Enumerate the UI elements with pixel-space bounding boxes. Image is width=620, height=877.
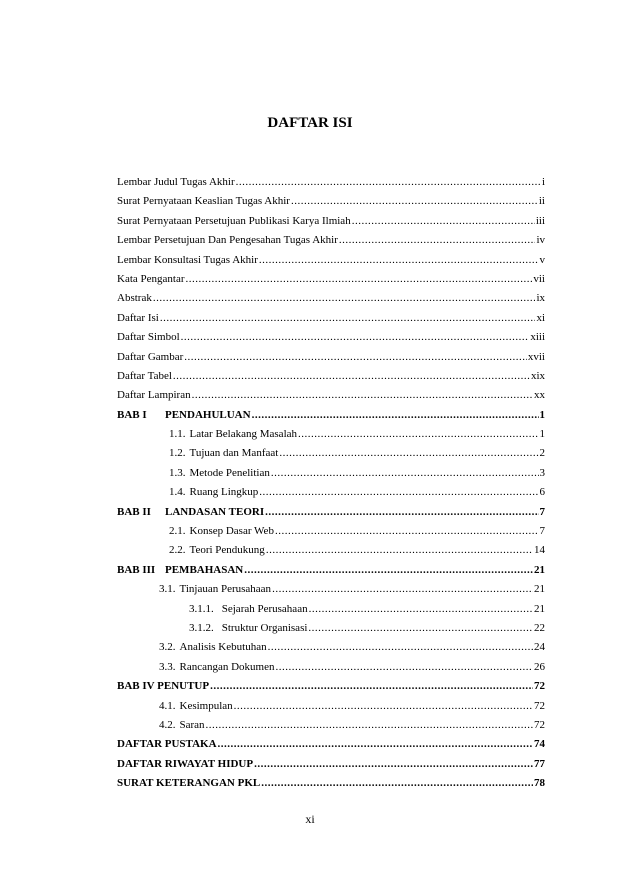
page-number: xi	[305, 812, 315, 826]
toc-entry-page: xiii	[530, 331, 545, 344]
section-number: 3.2.	[159, 641, 176, 654]
toc-entry-label: Lembar Persetujuan Dan Pengesahan Tugas Akhir	[117, 234, 338, 247]
section-number: 4.1.	[159, 699, 176, 712]
section-number: 2.2.	[169, 544, 186, 557]
leader-dots	[291, 192, 538, 211]
section-title: Analisis Kebutuhan	[179, 641, 267, 654]
leader-dots	[210, 677, 533, 696]
toc-entry-page: 1	[539, 428, 545, 441]
toc-entry-page: 21	[534, 563, 545, 576]
toc-entry-page: xix	[530, 369, 545, 382]
toc-entry[interactable]	[117, 231, 545, 250]
leader-dots	[184, 348, 527, 367]
toc-entry-page: xi	[536, 311, 545, 324]
toc-section[interactable]	[117, 522, 545, 541]
section-title: Kesimpulan	[179, 699, 233, 712]
toc-section[interactable]	[117, 658, 545, 677]
toc-entry-page: ii	[538, 195, 545, 208]
leader-dots	[266, 541, 533, 560]
leader-dots	[218, 735, 533, 754]
chapter-title: PEMBAHASAN	[165, 563, 244, 576]
toc-section[interactable]	[117, 638, 545, 657]
leader-dots	[271, 464, 539, 483]
toc-entry-page: 72	[534, 680, 545, 693]
toc-section[interactable]	[117, 444, 545, 463]
toc-entry[interactable]	[117, 367, 545, 386]
toc-chapter[interactable]	[117, 503, 545, 522]
chapter-title: LANDASAN TEORI	[165, 505, 265, 518]
toc-entry-page: 6	[539, 486, 545, 499]
section-number: 2.1.	[169, 525, 186, 538]
toc-section[interactable]	[117, 541, 545, 560]
chapter-number: BAB II	[117, 505, 151, 518]
section-number: 3.1.	[159, 583, 176, 596]
section-title: Saran	[179, 718, 205, 731]
chapter-number: BAB IV	[117, 680, 155, 693]
leader-dots	[236, 173, 541, 192]
section-title: Metode Penelitian	[189, 466, 270, 479]
toc-entry[interactable]	[117, 270, 545, 289]
toc-entry-page: 7	[539, 525, 545, 538]
leader-dots	[259, 483, 538, 502]
toc-entry-label: Daftar Isi	[117, 311, 159, 324]
table-of-contents	[117, 173, 545, 794]
subsection-number: 3.1.1.	[189, 602, 214, 615]
leader-dots	[181, 328, 530, 347]
leader-dots	[206, 716, 533, 735]
leader-dots	[309, 600, 533, 619]
toc-entry[interactable]	[117, 289, 545, 308]
toc-entry-label: Daftar Gambar	[117, 350, 184, 363]
toc-entry-label: SURAT KETERANGAN PKL	[117, 777, 261, 790]
section-number: 3.3.	[159, 660, 176, 673]
toc-entry-page: 1	[539, 408, 545, 421]
toc-section[interactable]	[117, 483, 545, 502]
leader-dots	[244, 561, 533, 580]
leader-dots	[153, 289, 536, 308]
section-title: Teori Pendukung	[189, 544, 265, 557]
chapter-title: PENDAHULUAN	[165, 408, 251, 421]
toc-entry[interactable]	[117, 735, 545, 754]
toc-entry-label: Surat Pernyataan Persetujuan Publikasi Karya Ilmiah	[117, 214, 351, 227]
subsection-number: 3.1.2.	[189, 621, 214, 634]
chapter-number: BAB III	[117, 563, 156, 576]
toc-section[interactable]	[117, 464, 545, 483]
toc-entry-label: Daftar Tabel	[117, 369, 172, 382]
toc-entry[interactable]	[117, 173, 545, 192]
toc-entry-page: 72	[534, 699, 545, 712]
toc-entry-page: xvii	[527, 350, 545, 363]
toc-entry-page: vii	[533, 272, 545, 285]
toc-entry-page: 14	[534, 544, 545, 557]
toc-entry-label: Lembar Judul Tugas Akhir	[117, 176, 235, 188]
leader-dots	[173, 367, 530, 386]
toc-entry-page: 7	[539, 505, 545, 518]
leader-dots	[259, 251, 539, 270]
toc-entry[interactable]	[117, 386, 545, 405]
toc-entry-label: Kata Pengantar	[117, 272, 185, 285]
toc-entry[interactable]	[117, 348, 545, 367]
toc-entry-page: 21	[534, 602, 545, 615]
toc-entry-label: Daftar Simbol	[117, 331, 180, 344]
toc-chapter[interactable]	[117, 561, 545, 580]
toc-entry-page: iv	[536, 234, 545, 247]
toc-entry-page: v	[539, 253, 545, 266]
toc-entry[interactable]	[117, 309, 545, 328]
toc-chapter[interactable]	[117, 677, 545, 696]
chapter-number: BAB I	[117, 408, 147, 421]
section-number: 4.2.	[159, 718, 176, 731]
toc-entry-label: DAFTAR PUSTAKA	[117, 738, 217, 751]
page-title: DAFTAR ISI	[267, 115, 353, 131]
leader-dots	[254, 755, 533, 774]
toc-entry-page: 24	[534, 641, 545, 654]
leader-dots	[265, 503, 538, 522]
section-title: Tujuan dan Manfaat	[189, 447, 279, 460]
toc-section[interactable]	[117, 425, 545, 444]
leader-dots	[276, 658, 534, 677]
toc-section[interactable]	[117, 697, 545, 716]
toc-entry-label: Daftar Lampiran	[117, 389, 191, 402]
leader-dots	[272, 580, 533, 599]
section-title: Rancangan Dokumen	[179, 660, 275, 673]
toc-entry-label: DAFTAR RIWAYAT HIDUP	[117, 757, 254, 770]
toc-entry[interactable]	[117, 755, 545, 774]
section-title: Ruang Lingkup	[189, 486, 259, 499]
leader-dots	[192, 386, 533, 405]
toc-entry-page: iii	[535, 214, 545, 227]
leader-dots	[261, 774, 533, 793]
leader-dots	[234, 697, 533, 716]
toc-entry-page: 3	[539, 466, 545, 479]
leader-dots	[275, 522, 539, 541]
leader-dots	[160, 309, 536, 328]
toc-entry-label: Surat Pernyataan Keaslian Tugas Akhir	[117, 195, 290, 208]
toc-subsection[interactable]	[117, 600, 545, 619]
toc-entry-label: Lembar Konsultasi Tugas Akhir	[117, 253, 258, 266]
toc-entry[interactable]	[117, 328, 545, 347]
subsection-title: Struktur Organisasi	[221, 621, 308, 634]
leader-dots	[298, 425, 538, 444]
leader-dots	[339, 231, 536, 250]
toc-entry-page: 74	[534, 738, 545, 751]
toc-entry-page: 2	[539, 447, 545, 460]
toc-section[interactable]	[117, 580, 545, 599]
leader-dots	[352, 212, 535, 231]
section-title: Konsep Dasar Web	[189, 525, 274, 538]
toc-entry[interactable]	[117, 251, 545, 270]
section-number: 1.4.	[169, 486, 186, 499]
section-number: 1.1.	[169, 428, 186, 441]
toc-entry-page: 26	[534, 660, 545, 673]
leader-dots	[186, 270, 533, 289]
toc-entry-page: 21	[534, 583, 545, 596]
toc-entry-page: i	[541, 176, 545, 188]
subsection-title: Sejarah Perusahaan	[221, 602, 308, 615]
section-title: Tinjauan Perusahaan	[179, 583, 272, 596]
toc-entry[interactable]	[117, 212, 545, 231]
leader-dots	[268, 638, 533, 657]
toc-entry-page: xx	[534, 389, 545, 402]
toc-entry-page: ix	[536, 292, 545, 305]
section-title: Latar Belakang Masalah	[189, 428, 298, 441]
section-number: 1.3.	[169, 466, 186, 479]
toc-chapter[interactable]	[117, 406, 545, 425]
toc-entry-label: Abstrak	[117, 292, 152, 305]
toc-entry-page: 78	[534, 777, 545, 790]
leader-dots	[279, 444, 538, 463]
toc-entry[interactable]	[117, 774, 545, 793]
toc-entry-page: 72	[534, 718, 545, 731]
toc-entry-page: 77	[534, 757, 545, 770]
leader-dots	[308, 619, 533, 638]
toc-entry[interactable]	[117, 192, 545, 211]
chapter-title: PENUTUP	[157, 680, 210, 693]
toc-section[interactable]	[117, 716, 545, 735]
leader-dots	[252, 406, 539, 425]
section-number: 1.2.	[169, 447, 186, 460]
toc-subsection[interactable]	[117, 619, 545, 638]
toc-entry-page: 22	[534, 621, 545, 634]
